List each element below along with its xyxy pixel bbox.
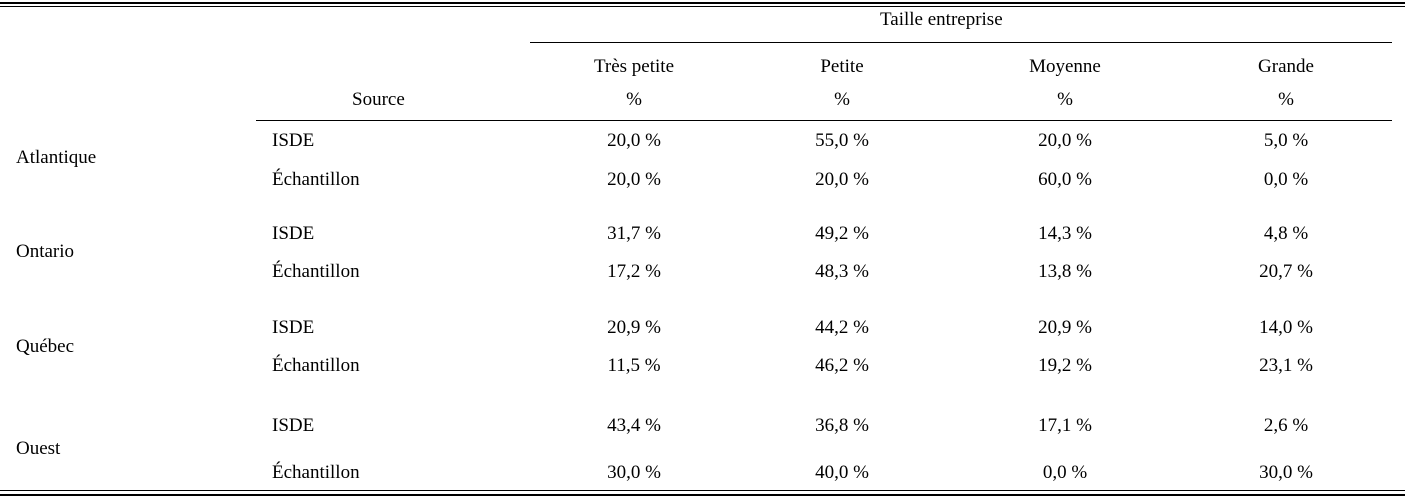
table-cell: 49,2 % <box>815 223 869 244</box>
table-cell: 55,0 % <box>815 130 869 151</box>
table-cell: 14,3 % <box>1038 223 1092 244</box>
column-header-tres-petite: Très petite <box>593 56 675 77</box>
source-label: ISDE <box>272 317 315 338</box>
bottom-rule-2 <box>0 494 1405 496</box>
unit-header-grande: % <box>1278 89 1294 110</box>
unit-header-moyenne: % <box>1057 89 1073 110</box>
table-cell: 30,0 % <box>607 462 661 483</box>
column-header-grande: Grande <box>1258 56 1314 77</box>
unit-header-tres-petite: % <box>626 89 642 110</box>
column-header-petite: Petite <box>820 56 864 77</box>
table-cell: 30,0 % <box>1259 462 1313 483</box>
table-cell: 20,9 % <box>607 317 661 338</box>
source-label: Échantillon <box>272 169 360 190</box>
source-label: Échantillon <box>272 355 360 376</box>
table-cell: 43,4 % <box>607 415 661 436</box>
source-label: ISDE <box>272 130 315 151</box>
table-cell: 60,0 % <box>1038 169 1092 190</box>
region-label: Ontario <box>16 241 75 262</box>
table-cell: 20,0 % <box>607 130 661 151</box>
table-cell: 23,1 % <box>1259 355 1313 376</box>
region-label: Atlantique <box>16 147 97 168</box>
table-cell: 14,0 % <box>1259 317 1313 338</box>
table-cell: 0,0 % <box>1042 462 1088 483</box>
header-bottom-rule <box>256 120 1392 121</box>
source-label: ISDE <box>272 223 315 244</box>
table-cell: 20,9 % <box>1038 317 1092 338</box>
group-header-rule <box>530 42 1392 43</box>
source-label: ISDE <box>272 415 315 436</box>
table-cell: 20,0 % <box>815 169 869 190</box>
table-cell: 48,3 % <box>815 261 869 282</box>
table-cell: 20,0 % <box>1038 130 1092 151</box>
table-cell: 46,2 % <box>815 355 869 376</box>
table-cell: 20,0 % <box>607 169 661 190</box>
unit-header-petite: % <box>834 89 850 110</box>
table-cell: 4,8 % <box>1263 223 1309 244</box>
source-label: Échantillon <box>272 261 360 282</box>
source-header: Source <box>352 89 405 110</box>
table-cell: 36,8 % <box>815 415 869 436</box>
top-rule-1 <box>0 2 1405 4</box>
table-cell: 5,0 % <box>1263 130 1309 151</box>
column-header-moyenne: Moyenne <box>1029 56 1101 77</box>
bottom-rule-1 <box>0 490 1405 491</box>
region-label: Ouest <box>16 438 61 459</box>
table-cell: 44,2 % <box>815 317 869 338</box>
table-cell: 17,2 % <box>607 261 661 282</box>
table-cell: 17,1 % <box>1038 415 1092 436</box>
top-rule-2 <box>0 6 1405 7</box>
table-cell: 20,7 % <box>1259 261 1313 282</box>
table-cell: 40,0 % <box>815 462 869 483</box>
table-cell: 11,5 % <box>607 355 661 376</box>
table-cell: 31,7 % <box>607 223 661 244</box>
source-label: Échantillon <box>272 462 360 483</box>
group-header: Taille entreprise <box>880 9 1003 30</box>
region-label: Québec <box>16 336 75 357</box>
table-cell: 13,8 % <box>1038 261 1092 282</box>
table-cell: 2,6 % <box>1263 415 1309 436</box>
table-cell: 0,0 % <box>1263 169 1309 190</box>
table-cell: 19,2 % <box>1038 355 1092 376</box>
